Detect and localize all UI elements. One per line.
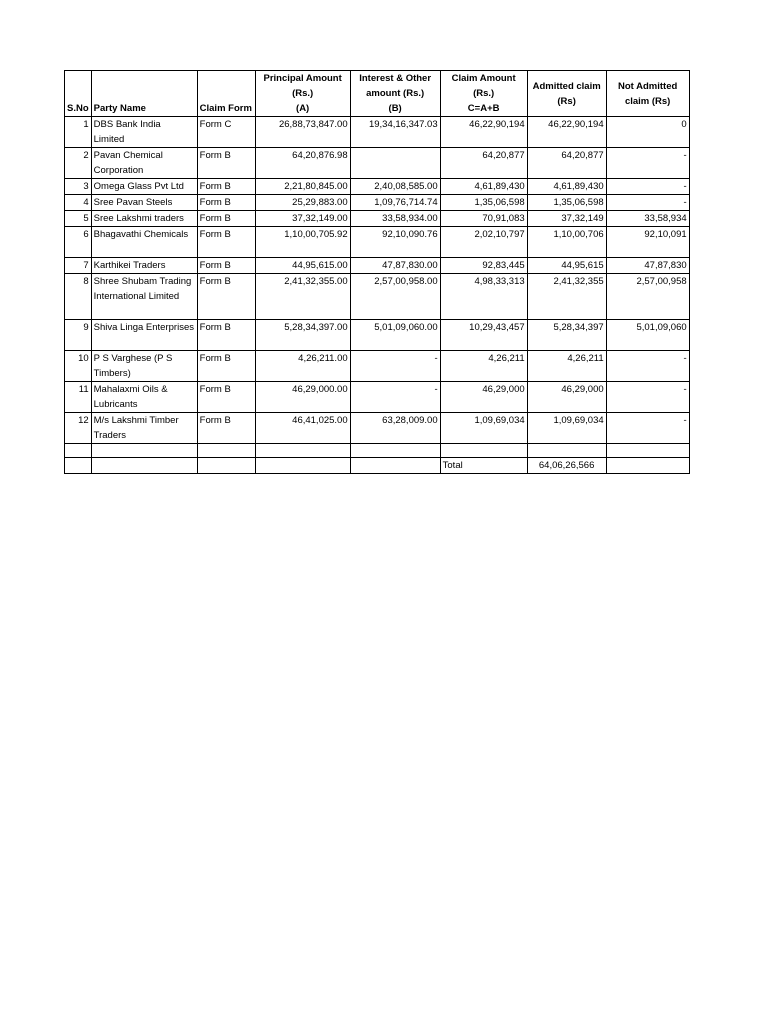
table-row bbox=[65, 382, 690, 413]
cell-claim-amount: 70,91,083 bbox=[440, 211, 527, 227]
cell-admitted-claim: 5,28,34,397 bbox=[527, 320, 606, 351]
claims-table bbox=[64, 70, 690, 474]
cell-party-name bbox=[91, 227, 197, 258]
cell-sno: 7 bbox=[65, 258, 92, 274]
cell-admitted-claim: 46,22,90,194 bbox=[527, 117, 606, 148]
cell-party-name bbox=[91, 179, 197, 195]
party-name-line: P S Varghese (P S bbox=[93, 353, 173, 364]
cell-party-name bbox=[91, 413, 197, 444]
cell-sno: 2 bbox=[65, 148, 92, 179]
party-name-line: Omega Glass Pvt Ltd bbox=[93, 181, 184, 192]
header-not-admitted-claim: Not Admitted claim (Rs) bbox=[606, 71, 689, 117]
party-name-line: DBS Bank India bbox=[93, 119, 161, 130]
header-sno: S.No bbox=[65, 71, 92, 117]
cell-sno: 5 bbox=[65, 211, 92, 227]
cell-not-admitted-claim: 33,58,934 bbox=[606, 211, 689, 227]
cell-claim-amount: 1,09,69,034 bbox=[440, 413, 527, 444]
cell-interest-amount: 19,34,16,347.03 bbox=[350, 117, 440, 148]
table-row bbox=[65, 227, 690, 258]
header-interest-amount: Interest & Other amount (Rs.) (B) bbox=[350, 71, 440, 117]
total-label: Total bbox=[440, 458, 527, 474]
cell-sno: 10 bbox=[65, 351, 92, 382]
party-name-line: Timbers) bbox=[93, 368, 131, 379]
party-name-line bbox=[94, 335, 195, 350]
cell-claim-amount: 4,26,211 bbox=[440, 351, 527, 382]
cell-sno: 6 bbox=[65, 227, 92, 258]
table-row bbox=[65, 148, 690, 179]
cell-claim-form: Form B bbox=[197, 258, 255, 274]
cell-sno: 12 bbox=[65, 413, 92, 444]
cell-interest-amount: - bbox=[350, 382, 440, 413]
cell-sno: 11 bbox=[65, 382, 92, 413]
table-row bbox=[65, 179, 690, 195]
header-claim-amount: Claim Amount (Rs.) C=A+B bbox=[440, 71, 527, 117]
cell-not-admitted-claim: 92,10,091 bbox=[606, 227, 689, 258]
cell-claim-form: Form B bbox=[197, 195, 255, 211]
claims-table-body bbox=[65, 117, 690, 444]
cell-admitted-claim: 64,20,877 bbox=[527, 148, 606, 179]
cell-party-name bbox=[91, 274, 197, 320]
cell-sno: 9 bbox=[65, 320, 92, 351]
party-name-line: Shiva Linga Enterprises bbox=[93, 322, 194, 333]
blank-row bbox=[65, 444, 690, 458]
cell-principal-amount: 46,41,025.00 bbox=[255, 413, 350, 444]
cell-sno: 4 bbox=[65, 195, 92, 211]
cell-not-admitted-claim: 5,01,09,060 bbox=[606, 320, 689, 351]
cell-principal-amount: 26,88,73,847.00 bbox=[255, 117, 350, 148]
cell-claim-amount: 4,98,33,313 bbox=[440, 274, 527, 320]
total-row bbox=[65, 458, 690, 474]
cell-claim-amount: 4,61,89,430 bbox=[440, 179, 527, 195]
cell-not-admitted-claim: 2,57,00,958 bbox=[606, 274, 689, 320]
cell-interest-amount: 33,58,934.00 bbox=[350, 211, 440, 227]
table-row bbox=[65, 320, 690, 351]
cell-claim-form: Form B bbox=[197, 413, 255, 444]
party-name-line bbox=[94, 242, 195, 257]
cell-not-admitted-claim: - bbox=[606, 195, 689, 211]
table-row bbox=[65, 195, 690, 211]
cell-interest-amount bbox=[350, 148, 440, 179]
cell-interest-amount: 63,28,009.00 bbox=[350, 413, 440, 444]
cell-claim-form: Form B bbox=[197, 382, 255, 413]
cell-party-name bbox=[91, 320, 197, 351]
cell-claim-amount: 64,20,877 bbox=[440, 148, 527, 179]
cell-interest-amount: 2,57,00,958.00 bbox=[350, 274, 440, 320]
cell-not-admitted-claim: - bbox=[606, 382, 689, 413]
party-name-line: Mahalaxmi Oils & bbox=[93, 384, 168, 395]
cell-principal-amount: 46,29,000.00 bbox=[255, 382, 350, 413]
party-name-line: Karthikei Traders bbox=[93, 260, 166, 271]
table-row bbox=[65, 413, 690, 444]
cell-party-name bbox=[91, 351, 197, 382]
cell-claim-form: Form B bbox=[197, 227, 255, 258]
cell-admitted-claim: 1,09,69,034 bbox=[527, 413, 606, 444]
party-name-line: Bhagavathi Chemicals bbox=[93, 229, 189, 240]
cell-claim-form: Form B bbox=[197, 211, 255, 227]
cell-claim-amount: 2,02,10,797 bbox=[440, 227, 527, 258]
cell-not-admitted-claim: - bbox=[606, 179, 689, 195]
cell-party-name bbox=[91, 258, 197, 274]
cell-interest-amount: 92,10,090.76 bbox=[350, 227, 440, 258]
cell-principal-amount: 1,10,00,705.92 bbox=[255, 227, 350, 258]
cell-admitted-claim: 1,10,00,706 bbox=[527, 227, 606, 258]
cell-admitted-claim: 37,32,149 bbox=[527, 211, 606, 227]
cell-interest-amount: 1,09,76,714.74 bbox=[350, 195, 440, 211]
cell-admitted-claim: 4,26,211 bbox=[527, 351, 606, 382]
cell-admitted-claim: 44,95,615 bbox=[527, 258, 606, 274]
cell-not-admitted-claim: - bbox=[606, 148, 689, 179]
cell-interest-amount: 47,87,830.00 bbox=[350, 258, 440, 274]
cell-not-admitted-claim: 47,87,830 bbox=[606, 258, 689, 274]
party-name-line: International Limited bbox=[93, 291, 180, 302]
cell-not-admitted-claim: - bbox=[606, 351, 689, 382]
cell-principal-amount: 25,29,883.00 bbox=[255, 195, 350, 211]
cell-sno: 8 bbox=[65, 274, 92, 320]
cell-claim-amount: 92,83,445 bbox=[440, 258, 527, 274]
header-row bbox=[65, 71, 690, 117]
cell-principal-amount: 37,32,149.00 bbox=[255, 211, 350, 227]
party-name-line: Lubricants bbox=[93, 399, 138, 410]
table-row bbox=[65, 211, 690, 227]
cell-interest-amount: - bbox=[350, 351, 440, 382]
cell-claim-amount: 46,29,000 bbox=[440, 382, 527, 413]
cell-party-name bbox=[91, 211, 197, 227]
header-admitted-claim: Admitted claim (Rs) bbox=[527, 71, 606, 117]
table-row bbox=[65, 274, 690, 320]
header-party-name: Party Name bbox=[91, 71, 197, 117]
cell-principal-amount: 4,26,211.00 bbox=[255, 351, 350, 382]
cell-principal-amount: 64,20,876.98 bbox=[255, 148, 350, 179]
cell-claim-form: Form C bbox=[197, 117, 255, 148]
cell-party-name bbox=[91, 117, 197, 148]
party-name-line bbox=[94, 304, 195, 319]
party-name-line: Corporation bbox=[93, 165, 144, 176]
party-name-line: Sree Lakshmi traders bbox=[93, 213, 184, 224]
party-name-line: Sree Pavan Steels bbox=[93, 197, 173, 208]
cell-not-admitted-claim: 0 bbox=[606, 117, 689, 148]
table-row bbox=[65, 117, 690, 148]
party-name-line: Shree Shubam Trading bbox=[93, 276, 192, 287]
header-claim-form: Claim Form bbox=[197, 71, 255, 117]
cell-principal-amount: 2,41,32,355.00 bbox=[255, 274, 350, 320]
cell-interest-amount: 2,40,08,585.00 bbox=[350, 179, 440, 195]
cell-not-admitted-claim: - bbox=[606, 413, 689, 444]
party-name-line: Limited bbox=[93, 134, 125, 145]
cell-claim-form: Form B bbox=[197, 320, 255, 351]
total-admitted-value: 64,06,26,566 bbox=[527, 458, 606, 474]
cell-principal-amount: 5,28,34,397.00 bbox=[255, 320, 350, 351]
cell-principal-amount: 44,95,615.00 bbox=[255, 258, 350, 274]
cell-interest-amount: 5,01,09,060.00 bbox=[350, 320, 440, 351]
cell-admitted-claim: 46,29,000 bbox=[527, 382, 606, 413]
party-name-line: Pavan Chemical bbox=[93, 150, 163, 161]
cell-admitted-claim: 4,61,89,430 bbox=[527, 179, 606, 195]
cell-claim-form: Form B bbox=[197, 148, 255, 179]
cell-party-name bbox=[91, 382, 197, 413]
party-name-line: M/s Lakshmi Timber bbox=[93, 415, 179, 426]
cell-party-name bbox=[91, 195, 197, 211]
header-principal-amount: Principal Amount (Rs.) (A) bbox=[255, 71, 350, 117]
cell-party-name bbox=[91, 148, 197, 179]
cell-sno: 3 bbox=[65, 179, 92, 195]
cell-claim-form: Form B bbox=[197, 179, 255, 195]
cell-admitted-claim: 2,41,32,355 bbox=[527, 274, 606, 320]
cell-principal-amount: 2,21,80,845.00 bbox=[255, 179, 350, 195]
cell-admitted-claim: 1,35,06,598 bbox=[527, 195, 606, 211]
cell-claim-amount: 1,35,06,598 bbox=[440, 195, 527, 211]
cell-claim-amount: 10,29,43,457 bbox=[440, 320, 527, 351]
party-name-line: Traders bbox=[93, 430, 127, 441]
cell-claim-amount: 46,22,90,194 bbox=[440, 117, 527, 148]
cell-sno: 1 bbox=[65, 117, 92, 148]
cell-claim-form: Form B bbox=[197, 351, 255, 382]
table-row bbox=[65, 258, 690, 274]
cell-claim-form: Form B bbox=[197, 274, 255, 320]
table-row bbox=[65, 351, 690, 382]
